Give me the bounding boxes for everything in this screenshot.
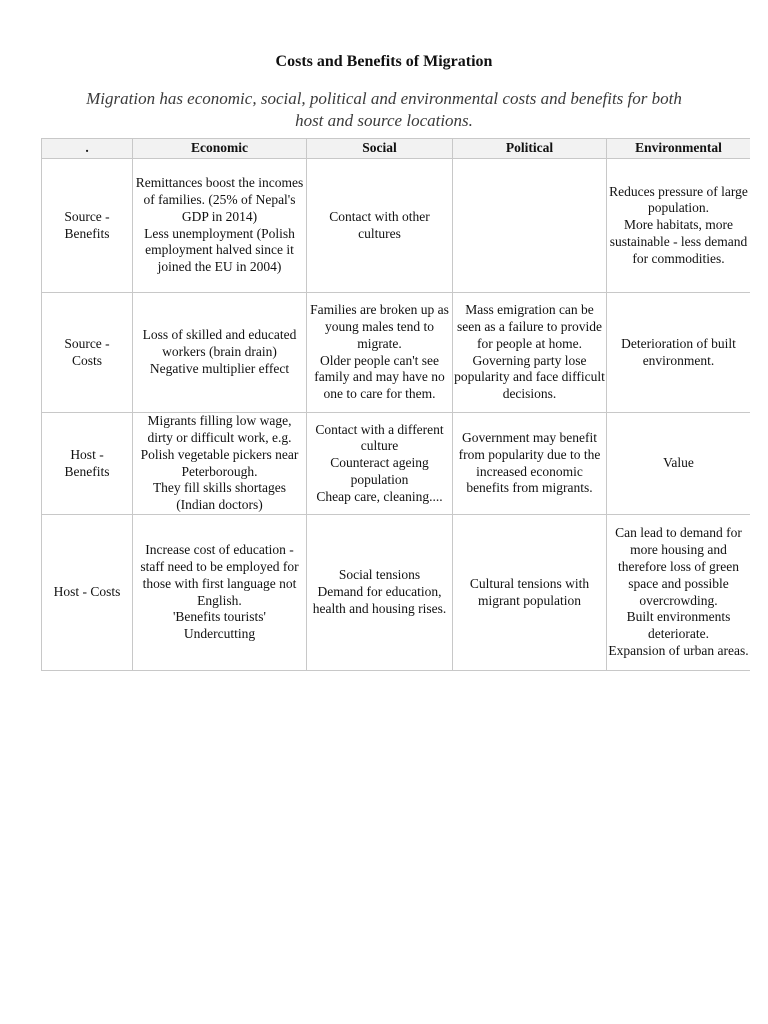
document-title: Costs and Benefits of Migration — [275, 53, 493, 70]
document-subtitle: Migration has economic, social, political and environmental costs and benefits for both host and source locations. — [86, 89, 682, 130]
row-label-host-costs: Host - Costs — [42, 515, 133, 671]
cell-social: Families are broken up as young males tend to migrate. Older people can't see family and may have no one to care for them. — [307, 293, 453, 413]
cell-political — [453, 159, 607, 293]
cell-environmental: Reduces pressure of large population. More habitats, more sustainable - less demand for commodities. — [607, 159, 751, 293]
row-label-host-benefits: Host - Benefits — [42, 413, 133, 515]
cell-political: Mass emigration can be seen as a failure to provide for people at home. Governing party lose popularity and face difficult decisions. — [453, 293, 607, 413]
cell-social: Social tensions Demand for education, health and housing rises. — [307, 515, 453, 671]
cell-political: Cultural tensions with migrant population — [453, 515, 607, 671]
table-container — [41, 138, 750, 672]
cell-environmental: Can lead to demand for more housing and therefore loss of green space and possible overcrowding. Built environments deteriorate. Expansion of urban areas. — [607, 515, 751, 671]
table-header-row — [42, 139, 751, 159]
table-row — [42, 159, 751, 293]
header-social: Social — [307, 139, 453, 159]
cell-social: Contact with other cultures — [307, 159, 453, 293]
header-environmental: Environmental — [607, 139, 751, 159]
header-economic: Economic — [133, 139, 307, 159]
cell-economic: Loss of skilled and educated workers (brain drain) Negative multiplier effect — [133, 293, 307, 413]
cell-economic: Remittances boost the incomes of families. (25% of Nepal's GDP in 2014) Less unemployment (Polish employment halved since it joined the EU in 2004) — [133, 159, 307, 293]
table-row — [42, 515, 751, 671]
row-label-source-costs: Source - Costs — [42, 293, 133, 413]
cell-environmental: Value — [607, 413, 751, 515]
row-label-source-benefits: Source - Benefits — [42, 159, 133, 293]
cell-economic: Migrants filling low wage, dirty or difficult work, e.g. Polish vegetable pickers near Peterborough. They fill skills shortages (Indian doctors) — [133, 413, 307, 515]
cell-political: Government may benefit from popularity due to the increased economic benefits from migrants. — [453, 413, 607, 515]
header-political: Political — [453, 139, 607, 159]
migration-table — [41, 138, 750, 671]
header-row-label: . — [42, 139, 133, 159]
cell-economic: Increase cost of education - staff need to be employed for those with first language not English. 'Benefits tourists' Undercutting — [133, 515, 307, 671]
cell-environmental: Deterioration of built environment. — [607, 293, 751, 413]
cell-social: Contact with a different culture Counteract ageing population Cheap care, cleaning.... — [307, 413, 453, 515]
table-row — [42, 293, 751, 413]
table-row — [42, 413, 751, 515]
